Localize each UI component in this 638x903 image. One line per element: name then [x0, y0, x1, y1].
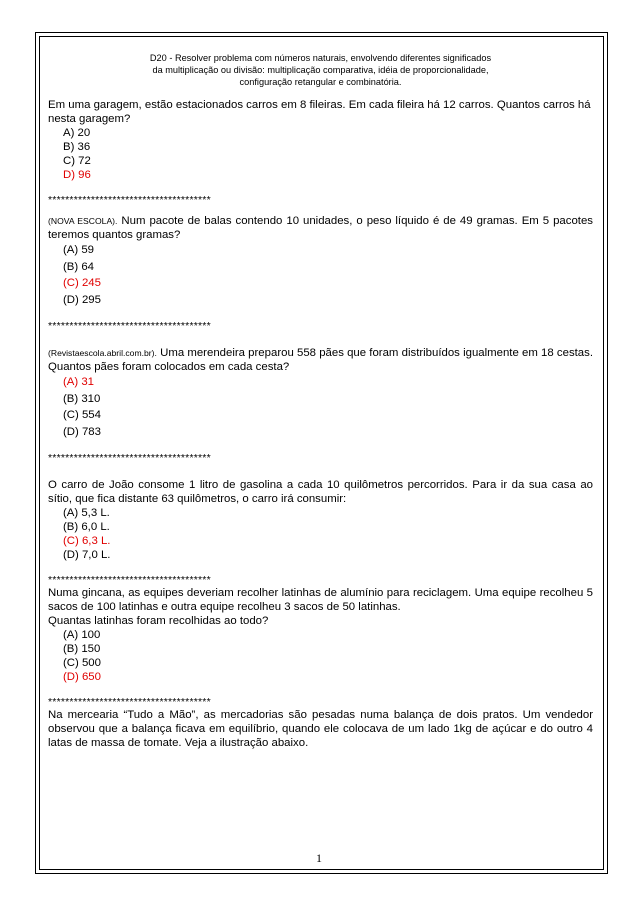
- option: A) 20: [63, 127, 91, 139]
- option: C) 72: [63, 155, 91, 167]
- question-3-options: [48, 374, 593, 440]
- header-line-2: da multiplicação ou divisão: multiplicação comparativa, idéia de proporcionalidade,: [152, 65, 489, 75]
- question-5-options: [48, 628, 593, 684]
- correct-option: D) 96: [63, 169, 91, 181]
- option: (D) 295: [63, 293, 101, 306]
- separator: **************************************: [48, 194, 211, 206]
- separator: **************************************: [48, 574, 211, 586]
- option: (D) 7,0 L.: [63, 549, 111, 561]
- question-source: (Revistaescola.abril.com.br).: [48, 348, 157, 358]
- correct-option: (D) 650: [63, 671, 101, 683]
- option: (C) 554: [63, 409, 101, 421]
- option: (B) 64: [63, 260, 95, 273]
- question-3-text: [48, 346, 593, 374]
- question-4-text: O carro de João consome 1 litro de gasolina a cada 10 quilômetros percorridos. Para ir da sua casa ao sítio, que fica distante 63 quilômetros, o carro irá consumir:: [48, 479, 593, 505]
- option: (A) 100: [63, 629, 101, 641]
- question-2-body: Num pacote de balas contendo 10 unidades, o peso líquido é de 49 gramas. Em 5 pacotes teremos quantos gramas?: [48, 215, 593, 241]
- option: (D) 783: [63, 425, 101, 438]
- question-6-text: Na mercearia “Tudo a Mão”, as mercadorias são pesadas numa balança de dois pratos. Um vendedor observou que a balança ficava em equilíbrio, quando ele colocava de um lado 1kg de açúcar e do outro 4 latas de massa de tomate. Veja a ilustração abaixo.: [48, 709, 593, 749]
- question-5-text: Numa gincana, as equipes deveriam recolher latinhas de alumínio para reciclagem. Uma equipe recolheu 5 sacos de 100 latinhas e outra equipe recolheu 3 sacos de 50 latinhas.: [48, 587, 593, 613]
- correct-option: (A) 31: [63, 376, 95, 388]
- correct-option: (C) 6,3 L.: [63, 535, 111, 547]
- descriptor-header: [48, 52, 593, 88]
- question-5-question: Quantas latinhas foram recolhidas ao todo?: [48, 615, 269, 627]
- header-line-1: D20 - Resolver problema com números naturais, envolvendo diferentes significados: [149, 53, 492, 63]
- option: (C) 500: [63, 657, 101, 669]
- question-3-body: Uma merendeira preparou 558 pães que foram distribuídos igualmente em 18 cestas. Quantos pães foram colocados em cada cesta?: [48, 347, 594, 373]
- correct-option: (C) 245: [63, 277, 101, 289]
- question-2-options: [48, 242, 593, 308]
- question-1-options: [48, 126, 593, 182]
- question-4-options: [48, 506, 593, 562]
- separator: **************************************: [48, 696, 211, 708]
- page-number: 1: [316, 851, 322, 865]
- question-1-text: Em uma garagem, estão estacionados carros em 8 fileiras. Em cada fileira há 12 carros. Quantos carros há nesta garagem?: [48, 99, 591, 125]
- separator: **************************************: [48, 320, 211, 332]
- option: (B) 310: [63, 392, 101, 405]
- separator: **************************************: [48, 452, 211, 464]
- option: (B) 6,0 L.: [63, 521, 110, 533]
- question-2-text: [48, 214, 593, 242]
- option: (B) 150: [63, 643, 101, 655]
- question-source: (NOVA ESCOLA).: [48, 216, 118, 226]
- option: (A) 59: [63, 244, 95, 256]
- document-content: [48, 52, 593, 750]
- option: (A) 5,3 L.: [63, 507, 110, 519]
- option: B) 36: [63, 141, 91, 153]
- header-line-3: configuração retangular e combinatória.: [239, 77, 402, 87]
